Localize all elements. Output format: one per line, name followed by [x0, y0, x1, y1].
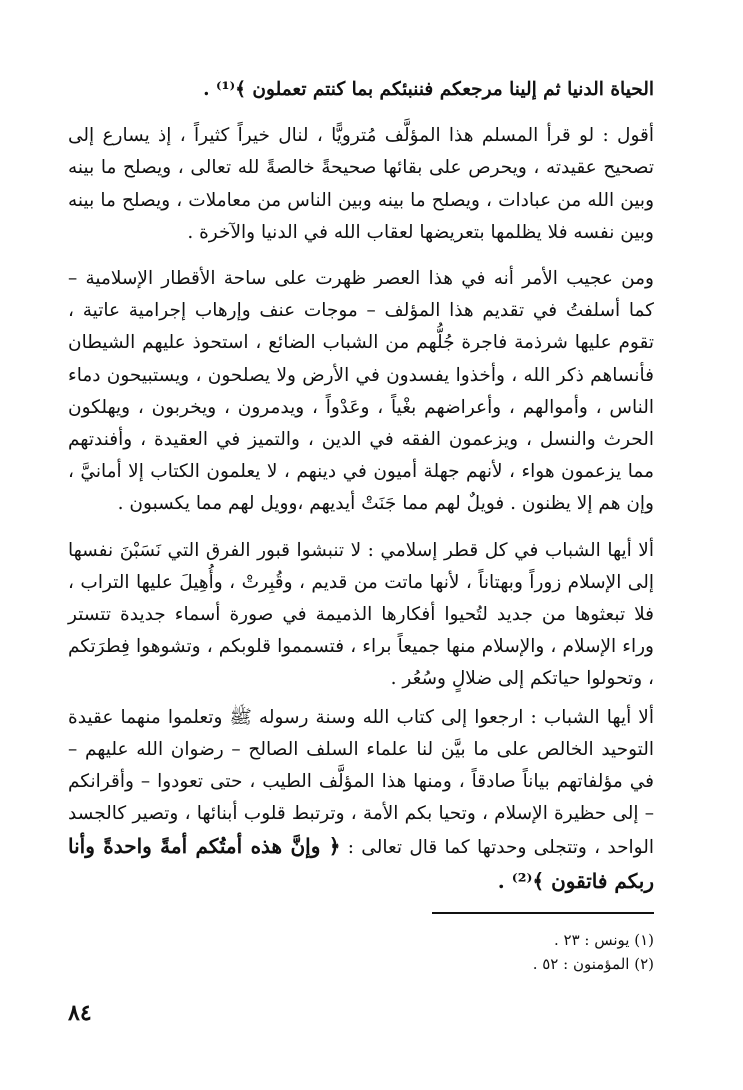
page-number: ٨٤ [68, 1000, 92, 1026]
paragraph-3: ألا أيها الشباب في كل قطر إسلامي : لا تنبشوا قبور الفرق التي نَسَبْنَ نفسها إلى الإسلام زوراً وبهتاناً ، لأنها ماتت من قديم ، وقُبِرتْ ، وأُهِيلَ عليها التراب ، فلا تبعثوها من جديد لتُحيوا أفكارها الذميمة في صورة أسماء جديدة تتستر وراء الإسلام ، والإسلام منها جميعاً براء ، فتسمموا قلوبكم ، وتشوهوا فِطرَتكم ، وتحولوا حياتكم إلى ضلالٍ وسُعُر . [68, 539, 654, 690]
continuation-line: الحياة الدنيا ثم إلينا مرجعكم فننبئكم بما كنتم تعملون ﴾⁽¹⁾ . [203, 79, 654, 100]
paragraph-1: أقول : لو قرأ المسلم هذا المؤلَّف مُترويًّا ، لنال خيراً كثيراً ، إذ يسارع إلى تصحيح عقيدته ، ويحرص على بقائها صحيحةً خالصةً لله تعالى ، ويصلح ما بينه وبين الله من عبادات ، ويصلح ما بينه وبين الناس من معاملات ، ويصلح ما بينه وبين نفسه فلا يظلمها بتعريضها لعقاب الله في الدنيا والآخرة . [68, 125, 654, 243]
paragraph-4 [68, 702, 654, 899]
paragraph-2: ومن عجيب الأمر أنه في هذا العصر ظهرت على ساحة الأقطار الإسلامية – كما أسلفتُ في تقديم هذا المؤلف – موجات عنف وإرهاب إجرامية عاتية ، تقوم عليها شرذمة فاجرة جُلُّهم من الشباب الضائع ، استحوذ عليهم الشيطان فأنساهم ذكر الله ، وأخذوا يفسدون في الأرض ولا يصلحون ، ويستبيحون دماء الناس ، وأموالهم ، وأعراضهم بغْياً ، وعَدْواً ، ويدمرون ، ويخربون ، ويهلكون الحرث والنسل ، ويزعمون الفقه في الدين ، والتميز في العقيدة ، وأفندتهم مما يزعمون هواء ، لأنهم جهلة أميون في دينهم ، لا يعلمون الكتاب إلا أمانيَّ ، وإن هم إلا يظنون . فويلٌ لهم مما جَنَتْ أيديهم ،وويل لهم مما يكسبون . [68, 268, 654, 515]
quran-quote: ﴿ وإنَّ هذه أمتُكم أمةً واحدةً وأنا ربكم فاتقون ﴾⁽²⁾ . [68, 834, 654, 893]
footnotes [380, 928, 654, 976]
paragraph-4-text: ألا أيها الشباب : ارجعوا إلى كتاب الله وسنة رسوله ﷺ وتعلموا منهما عقيدة التوحيد الخالص على ما بيَّن لنا علماء السلف الصالح – رضوان الله عليهم – في مؤلفاتهم بياناً صادقاً ، ومنها هذا المؤلَّف الطيب ، حتى تعودوا – وأقرانكم – إلى حظيرة الإسلام ، وتحيا بكم الأمة ، وترتبط قلوب أبنائها ، وتصير كالجسد الواحد ، وتتجلى وحدتها كما قال تعالى : [68, 706, 654, 859]
footnote-divider [432, 912, 654, 914]
page-body [68, 74, 654, 899]
footnote-2: (٢) المؤمنون : ٥٢ . [532, 955, 654, 973]
footnote-1: (١) يونس : ٢٣ . [553, 931, 654, 949]
